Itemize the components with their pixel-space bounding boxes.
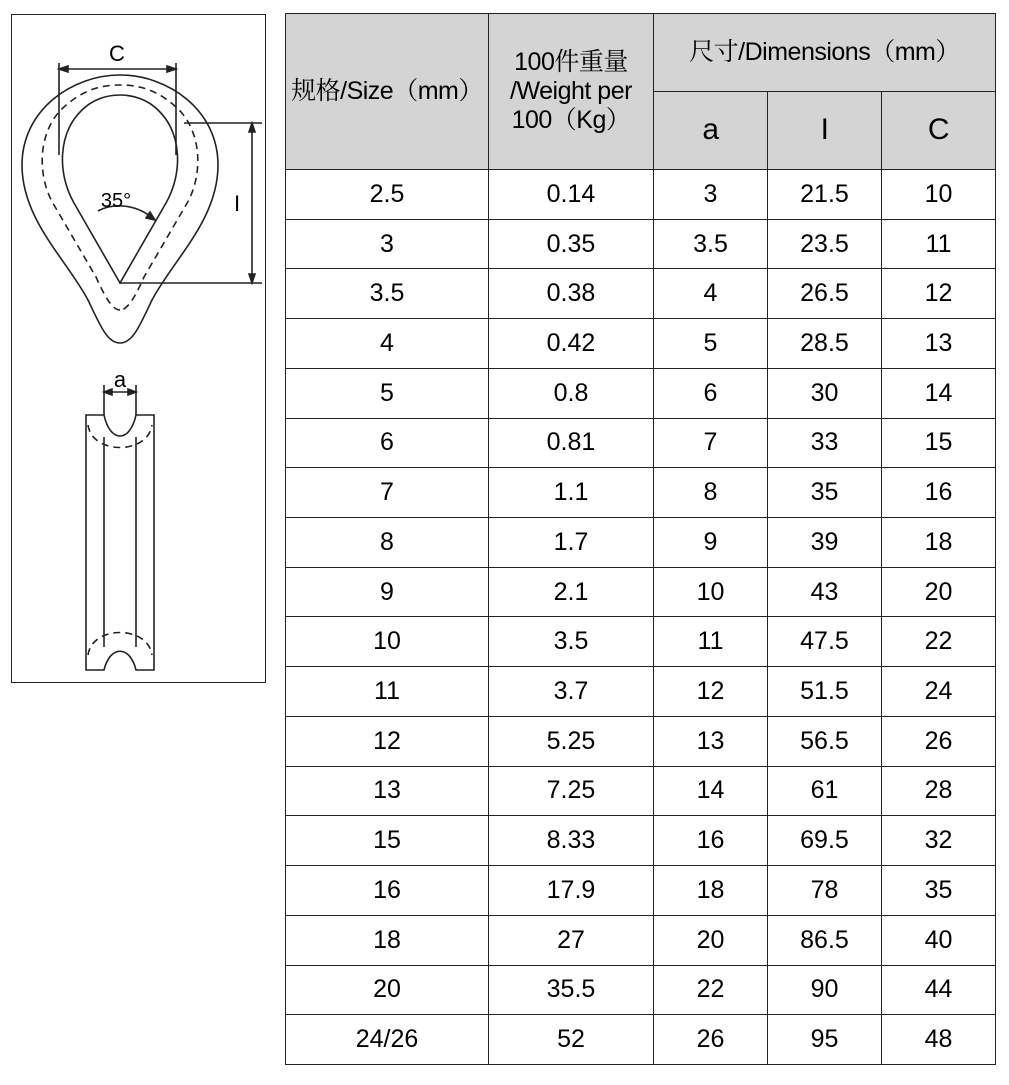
table-row [286,866,996,916]
header-weight-line3: 100（Kg） [511,105,631,134]
specification-table [285,13,996,1065]
header-col-l: I [768,92,882,170]
dim-c-arrow-left [59,66,68,72]
cell-a: 14 [654,766,768,816]
cell-a: 6 [654,368,768,418]
cell-size: 8 [286,518,489,568]
cell-l: 39 [768,518,882,568]
cell-weight: 3.5 [489,617,654,667]
table-row [286,269,996,319]
cell-weight: 0.42 [489,319,654,369]
cell-c: 28 [882,766,996,816]
cell-c: 22 [882,617,996,667]
cell-c: 18 [882,518,996,568]
cell-c: 20 [882,567,996,617]
cell-c: 48 [882,1015,996,1065]
cell-size: 3 [286,219,489,269]
cell-a: 7 [654,418,768,468]
cell-size: 12 [286,716,489,766]
cell-weight: 17.9 [489,866,654,916]
cell-c: 44 [882,965,996,1015]
cell-c: 26 [882,716,996,766]
cell-a: 13 [654,716,768,766]
cell-size: 18 [286,915,489,965]
cell-l: 21.5 [768,170,882,220]
cell-size: 16 [286,866,489,916]
cell-a: 26 [654,1015,768,1065]
cell-c: 40 [882,915,996,965]
cell-c: 24 [882,667,996,717]
cell-l: 35 [768,468,882,518]
cell-l: 78 [768,866,882,916]
table-row [286,617,996,667]
cell-a: 18 [654,866,768,916]
header-weight [489,14,654,170]
table-row [286,418,996,468]
cell-weight: 3.7 [489,667,654,717]
cell-l: 43 [768,567,882,617]
cell-size: 15 [286,816,489,866]
cell-a: 4 [654,269,768,319]
cell-weight: 27 [489,915,654,965]
cell-l: 69.5 [768,816,882,866]
cell-c: 12 [882,269,996,319]
cell-weight: 5.25 [489,716,654,766]
header-col-c: C [882,92,996,170]
table-row [286,518,996,568]
cell-a: 20 [654,915,768,965]
cell-l: 26.5 [768,269,882,319]
header-weight-line2: /Weight per [510,77,632,106]
dim-c-arrow-right [167,66,176,72]
table-row [286,716,996,766]
cell-size: 10 [286,617,489,667]
cell-l: 33 [768,418,882,468]
cell-weight: 0.81 [489,418,654,468]
cell-a: 22 [654,965,768,1015]
cell-weight: 52 [489,1015,654,1065]
cell-a: 5 [654,319,768,369]
dim-a-arrow-left [104,389,112,395]
cell-c: 16 [882,468,996,518]
cell-a: 12 [654,667,768,717]
cell-size: 9 [286,567,489,617]
dim-l-arrow-bottom [249,274,255,283]
table-row [286,219,996,269]
cell-size: 11 [286,667,489,717]
cell-l: 61 [768,766,882,816]
cell-weight: 7.25 [489,766,654,816]
cell-a: 3.5 [654,219,768,269]
cell-weight: 0.35 [489,219,654,269]
table-row [286,915,996,965]
header-weight-line1: 100件重量 [514,48,628,77]
cell-a: 3 [654,170,768,220]
cell-l: 51.5 [768,667,882,717]
cell-size: 6 [286,418,489,468]
cell-weight: 1.7 [489,518,654,568]
cell-size: 20 [286,965,489,1015]
cell-a: 8 [654,468,768,518]
cell-c: 10 [882,170,996,220]
cell-size: 4 [286,319,489,369]
table-row [286,567,996,617]
table-row [286,368,996,418]
cell-l: 23.5 [768,219,882,269]
cell-l: 90 [768,965,882,1015]
table-body [286,170,996,1065]
table-row [286,667,996,717]
header-size: 规格/Size（mm） [286,14,489,170]
cell-c: 14 [882,368,996,418]
table-row [286,1015,996,1065]
dim-l-arrow-top [249,123,255,132]
cell-c: 11 [882,219,996,269]
cell-c: 32 [882,816,996,866]
dim-a-label: a [113,367,127,392]
cell-size: 2.5 [286,170,489,220]
cell-size: 13 [286,766,489,816]
cell-l: 56.5 [768,716,882,766]
dim-a-arrow-right [128,389,136,395]
cell-c: 35 [882,866,996,916]
cell-weight: 0.38 [489,269,654,319]
cell-l: 28.5 [768,319,882,369]
angle-arrow-right [146,212,155,220]
cell-a: 11 [654,617,768,667]
cell-weight: 8.33 [489,816,654,866]
angle-label: 35° [100,190,132,212]
table-row [286,319,996,369]
header-col-a: a [654,92,768,170]
cell-l: 47.5 [768,617,882,667]
cell-size: 24/26 [286,1015,489,1065]
table-row [286,766,996,816]
table-row [286,965,996,1015]
table-header-row [286,14,996,92]
thimble-inner-outline [62,95,177,283]
cell-weight: 0.14 [489,170,654,220]
thimble-technical-drawing [11,14,266,683]
cell-l: 95 [768,1015,882,1065]
cell-l: 30 [768,368,882,418]
cell-c: 15 [882,418,996,468]
cell-weight: 1.1 [489,468,654,518]
cell-weight: 0.8 [489,368,654,418]
cell-weight: 35.5 [489,965,654,1015]
table-row [286,468,996,518]
thimble-drawing-svg [12,15,267,684]
cell-c: 13 [882,319,996,369]
table-row [286,170,996,220]
cell-size: 7 [286,468,489,518]
dim-c-label: C [109,41,125,66]
header-dimensions: 尺寸/Dimensions（mm） [654,14,996,92]
cell-l: 86.5 [768,915,882,965]
dim-l-label: I [233,191,241,216]
cell-a: 9 [654,518,768,568]
cell-size: 3.5 [286,269,489,319]
table-row [286,816,996,866]
cell-a: 10 [654,567,768,617]
cell-weight: 2.1 [489,567,654,617]
cell-size: 5 [286,368,489,418]
cell-a: 16 [654,816,768,866]
